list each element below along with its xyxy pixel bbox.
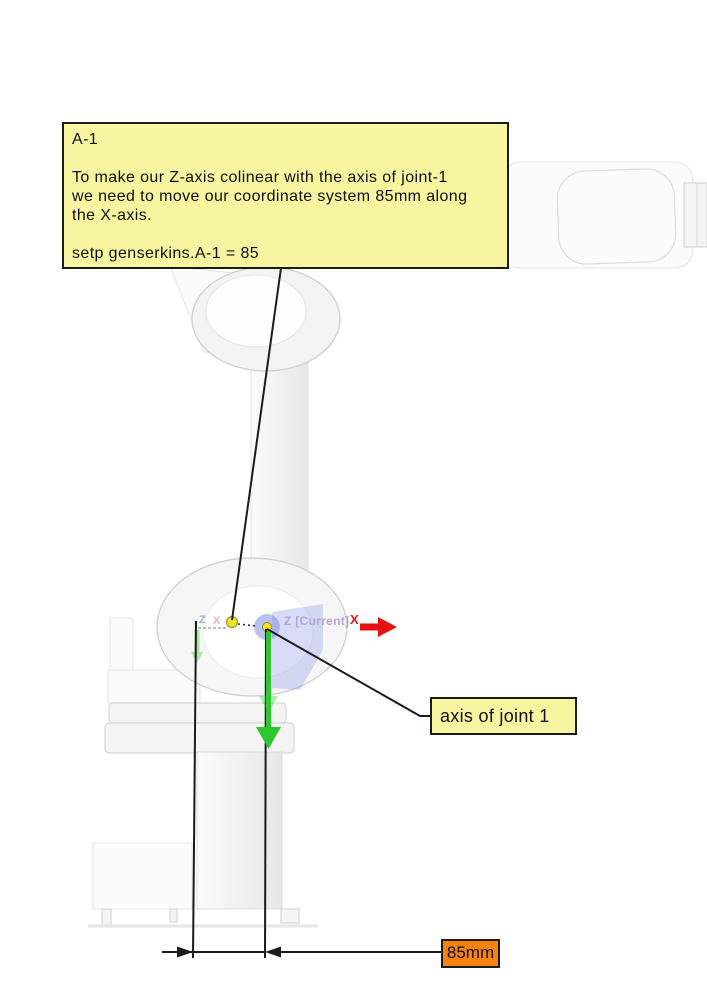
x-axis-arrowhead: [378, 617, 397, 637]
dimension-arrowhead-right: [265, 947, 281, 958]
axis-label-leader-line: [267, 629, 431, 716]
current-x-axis-label: X: [350, 612, 359, 627]
ghost-z-axis-arrowhead: [191, 652, 203, 663]
note-body-line1: To make our Z-axis colinear with the axis of joint-1: [72, 169, 448, 186]
current-frame-label: Z [Current]: [284, 614, 350, 628]
dimension-arrowhead-left: [177, 947, 193, 958]
note-spacer: [72, 149, 499, 168]
note-body-line2: we need to move our coordinate system 85mm along: [72, 188, 468, 205]
note-spacer: [72, 225, 499, 244]
ghost-z-axis-label: Z: [199, 614, 206, 626]
ghost-x-axis-label: X: [213, 615, 221, 627]
note-body-line3: the X-axis.: [72, 207, 152, 224]
z-axis-arrowhead: [256, 727, 281, 749]
note-title: A-1: [72, 131, 99, 148]
origin-offset-dotted-line: [238, 624, 256, 626]
note-leader-line: [232, 268, 281, 620]
dimension-label: 85mm: [441, 939, 500, 968]
axis-of-joint-callout: axis of joint 1: [430, 697, 577, 735]
note-box-a1: [62, 122, 509, 269]
note-command: setp genserkins.A-1 = 85: [72, 245, 260, 262]
extension-line-left: [193, 621, 196, 958]
extension-line-right: [265, 629, 266, 958]
